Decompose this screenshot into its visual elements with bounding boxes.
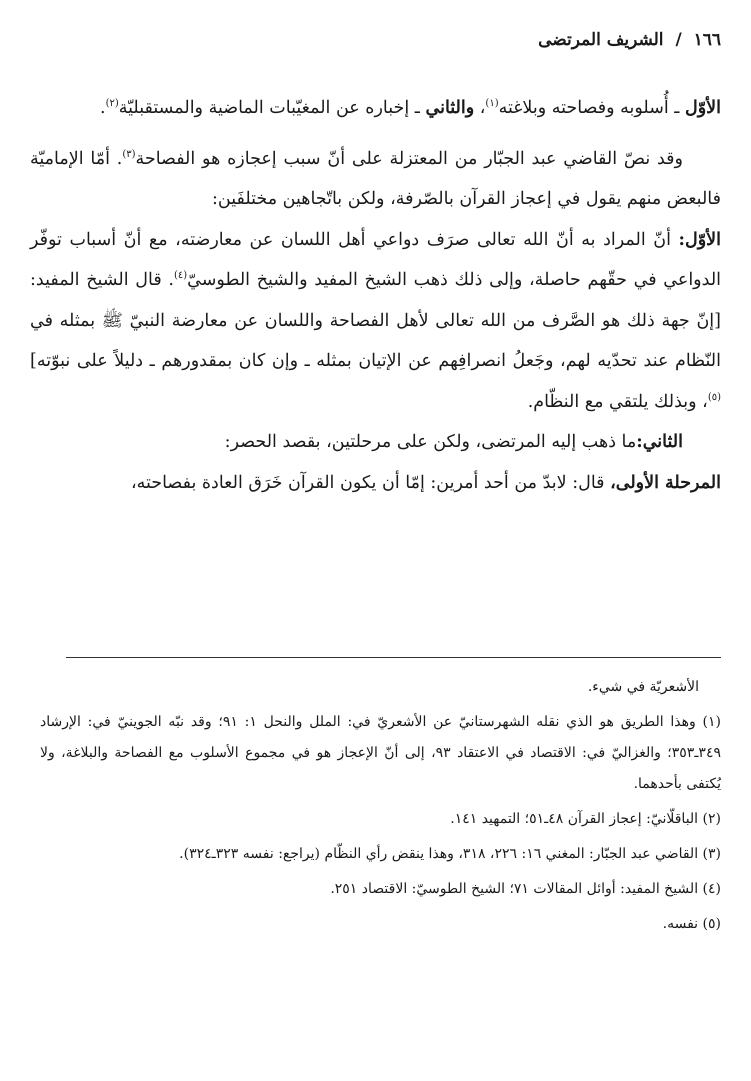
- footnote-1: (١) وهذا الطريق هو الذي نقله الشهرستانيّ عن الأشعريّ في: الملل والنحل ١: ٩١؛ وقد نبّه الجوينيّ في: الإرشاد ٣٤٩ـ٣٥٣؛ والغزاليّ في: الاقتصاد في الاعتقاد ٩٣، إلى أنّ الإعجاز هو في مجموع الأسلوب مع الفصاحة والبلاغة، ولا يُكتفى بأحدهما.: [40, 714, 721, 792]
- footnote-4: (٤) الشيخ المفيد: أوائل المقالات ٧١؛ الشيخ الطوسيّ: الاقتصاد ٢٥١.: [330, 881, 721, 897]
- paragraph-2: [30, 139, 721, 220]
- lead-view-two: الثاني:: [636, 432, 683, 452]
- paragraph-1-text-b: ـ إخباره عن المغيّبات الماضية والمستقبليّة: [118, 98, 426, 118]
- footnote-3: (٣) القاضي عبد الجبّار: المغني ١٦: ٢٢٦، ٣١٨، وهذا ينقض رأي النظّام (يراجع: نفسه ٣٢٣ـ٣٢٤).: [179, 846, 721, 862]
- lead-first: الأوّل: [684, 98, 721, 118]
- paragraph-1: [30, 88, 721, 129]
- paragraph-2-text: وقد نصّ القاضي عبد الجبّار من المعتزلة على أنّ سبب إعجازه هو الفصاحة: [135, 148, 683, 169]
- footnotes: [40, 672, 721, 944]
- paragraph-3-end: ، وبذلك يلتقي مع النظّام.: [527, 391, 708, 412]
- header-separator: /: [675, 30, 682, 50]
- paragraph-4: [30, 422, 721, 463]
- footnote-carryover: الأشعريّة في شيء.: [587, 679, 699, 695]
- paragraph-1-text-a: ـ أُسلوبه وفصاحته وبلاغته: [498, 98, 685, 118]
- paragraph-3-quote: . قال الشيخ المفيد: [إنّ جهة ذلك هو الصَّرف من الله تعالى لأهل الفصاحة واللسان عن معارضة النبيّ ﷺ بمثله في النّظام عند تحدّيه لهم، وجَعلُ انصرافِهم عن الإتيان بمثله ـ وإن كان بمقدورهم ـ دليلاً على نبوّته]: [30, 270, 721, 371]
- paragraph-3-text: أنّ المراد به أنّ الله تعالى صرَف دواعي أهل اللسان عن معارضته، مع أنّ أسباب توفّر الدواعي في حقّهم حاصلة، وإلى ذلك ذهب الشيخ المفيد والشيخ الطوسيّ: [30, 229, 722, 290]
- main-text: [30, 88, 721, 503]
- lead-view-one: الأوّل:: [678, 229, 721, 250]
- paragraph-5: [30, 463, 721, 504]
- running-header: [30, 30, 721, 50]
- footnote-ref-2: (٢): [105, 98, 119, 110]
- lead-second: والثاني: [425, 98, 475, 118]
- footnote-2: (٢) الباقلّانيّ: إعجاز القرآن ٤٨ـ٥١؛ التمهيد ١٤١.: [450, 811, 721, 827]
- paragraph-3: [30, 220, 721, 423]
- footnote-divider: [66, 657, 721, 658]
- paragraph-1-end: .: [100, 98, 106, 118]
- lead-stage-one: المرحلة الأولى،: [610, 472, 721, 493]
- paragraph-5-text: قال: لابدّ من أحد أمرين: إمّا أن يكون القرآن خَرَق العادة بفصاحته،: [130, 472, 611, 493]
- footnote-ref-5: (٥): [707, 391, 721, 403]
- paragraph-2-end: . أمّا الإماميّة فالبعض منهم يقول في إعجاز القرآن بالصّرفة، ولكن باتّجاهين مختلفَين:: [30, 148, 721, 209]
- running-title: الشريف المرتضى: [538, 30, 664, 50]
- footnote-ref-4: (٤): [173, 270, 188, 282]
- footnote-ref-3: (٣): [122, 148, 136, 160]
- footnote-5: (٥) نفسه.: [662, 916, 721, 932]
- footnote-ref-1: (١): [485, 98, 499, 110]
- page-number: ١٦٦: [693, 30, 721, 50]
- paragraph-1-mid: ،: [474, 98, 486, 118]
- paragraph-4-text: ما ذهب إليه المرتضى، ولكن على مرحلتين، بقصد الحصر:: [224, 432, 637, 452]
